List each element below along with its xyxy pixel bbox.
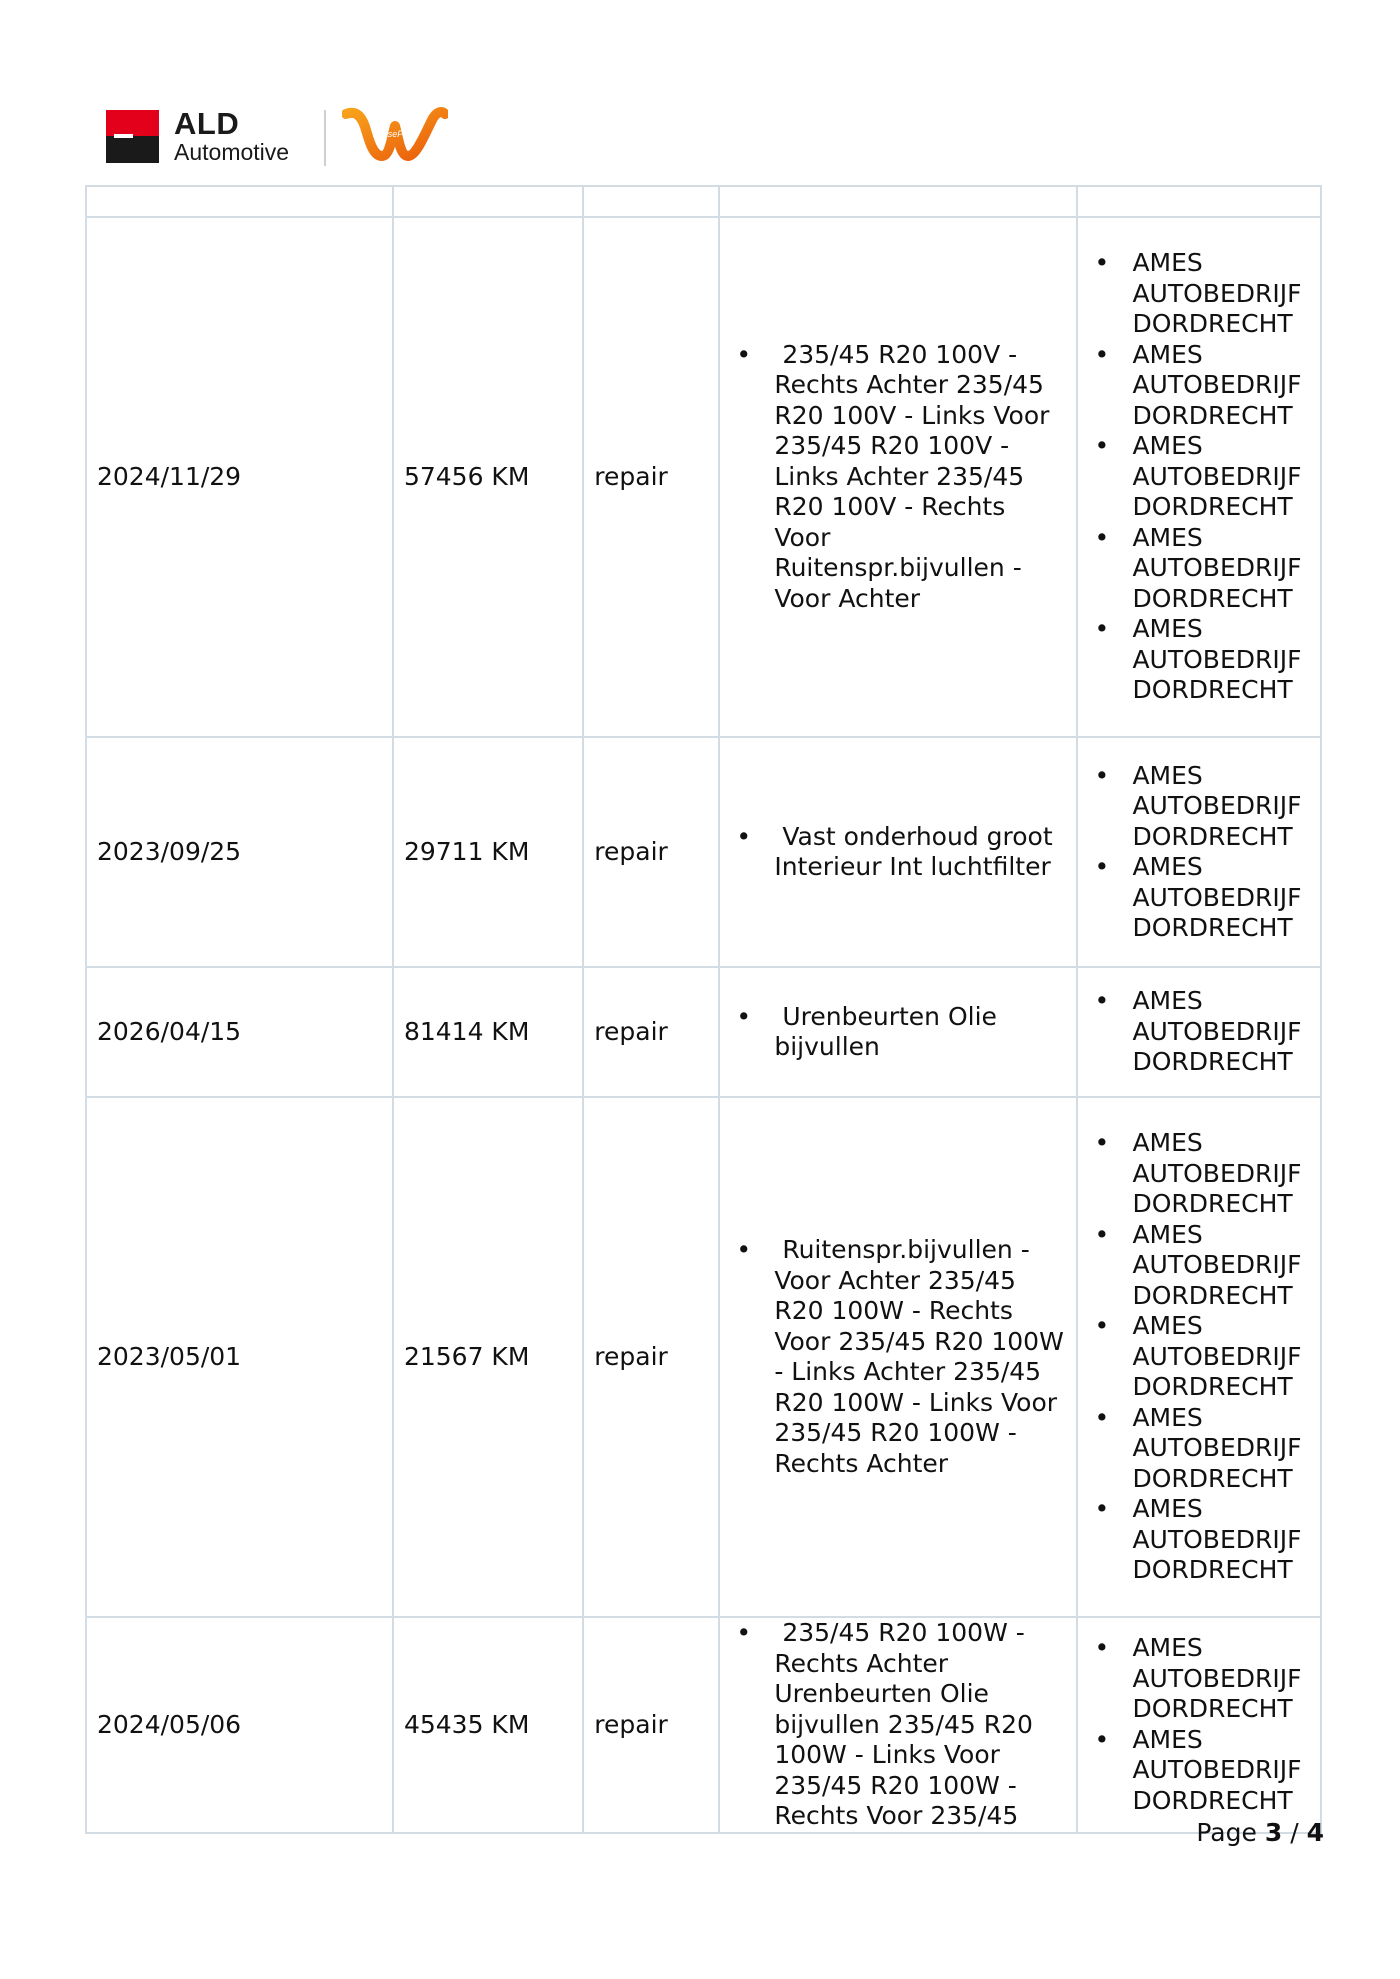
maintenance-table: [85, 185, 1322, 1834]
logo-divider: [324, 110, 326, 166]
garage-cell: [1077, 737, 1321, 967]
table-header-row: [86, 186, 1321, 217]
column-header: [719, 186, 1077, 217]
garage-cell: [1077, 217, 1321, 737]
ald-logo-wordmark: [174, 108, 289, 164]
ald-logo-line1: ALD: [174, 106, 240, 141]
mileage-cell: 45435 KM: [393, 1617, 583, 1833]
table-row: [86, 1617, 1321, 1833]
garage-item: • AMES AUTOBEDRIJF DORDRECHT: [1088, 986, 1310, 1078]
garage-item: • AMES AUTOBEDRIJF DORDRECHT: [1088, 248, 1310, 340]
type-cell: repair: [583, 217, 719, 737]
description-item: • 235/45 R20 100V - Rechts Achter 235/45 R20 100V - Links Voor 235/45 R20 100V - Links Achter 235/45 R20 100V - Rechts Voor Ruitenspr.bijvullen - Voor Achter: [730, 340, 1066, 615]
description-cell: [719, 967, 1077, 1097]
garage-item: • AMES AUTOBEDRIJF DORDRECHT: [1088, 1311, 1310, 1403]
garage-item: • AMES AUTOBEDRIJF DORDRECHT: [1088, 761, 1310, 853]
description-cell: [719, 217, 1077, 737]
date-cell: 2024/11/29: [86, 217, 393, 737]
column-header: [393, 186, 583, 217]
description-cell: [719, 737, 1077, 967]
table-row: [86, 737, 1321, 967]
type-cell: repair: [583, 967, 719, 1097]
garage-item: • AMES AUTOBEDRIJF DORDRECHT: [1088, 1128, 1310, 1220]
leaseplan-logo-icon: [342, 106, 448, 170]
column-header: [583, 186, 719, 217]
garage-cell: [1077, 1617, 1321, 1833]
table-row: [86, 1097, 1321, 1617]
date-cell: 2023/09/25: [86, 737, 393, 967]
garage-item: • AMES AUTOBEDRIJF DORDRECHT: [1088, 1633, 1310, 1725]
garage-item: • AMES AUTOBEDRIJF DORDRECHT: [1088, 340, 1310, 432]
page-separator: /: [1290, 1818, 1299, 1847]
header-logos: [106, 108, 466, 168]
garage-item: • AMES AUTOBEDRIJF DORDRECHT: [1088, 1494, 1310, 1586]
date-cell: 2026/04/15: [86, 967, 393, 1097]
garage-cell: [1077, 967, 1321, 1097]
garage-item: • AMES AUTOBEDRIJF DORDRECHT: [1088, 431, 1310, 523]
description-cell: [719, 1097, 1077, 1617]
current-page: 3: [1264, 1818, 1283, 1847]
mileage-cell: 57456 KM: [393, 217, 583, 737]
garage-cell: [1077, 1097, 1321, 1617]
page-number: [1196, 1818, 1324, 1847]
description-item: • Urenbeurten Olie bijvullen: [730, 1002, 1066, 1063]
column-header: [86, 186, 393, 217]
description-cell: [719, 1617, 1077, 1833]
garage-item: • AMES AUTOBEDRIJF DORDRECHT: [1088, 614, 1310, 706]
mileage-cell: 81414 KM: [393, 967, 583, 1097]
table-row: [86, 967, 1321, 1097]
garage-item: • AMES AUTOBEDRIJF DORDRECHT: [1088, 1220, 1310, 1312]
ald-logo-line2: Automotive: [174, 139, 290, 165]
description-item: • Ruitenspr.bijvullen - Voor Achter 235/45 R20 100W - Rechts Voor 235/45 R20 100W - Links Achter 235/45 R20 100W - Links Voor 235/45 R20 100W - Rechts Achter: [730, 1235, 1066, 1479]
column-header: [1077, 186, 1321, 217]
garage-item: • AMES AUTOBEDRIJF DORDRECHT: [1088, 852, 1310, 944]
type-cell: repair: [583, 737, 719, 967]
total-pages: 4: [1306, 1818, 1324, 1847]
description-item: • 235/45 R20 100W - Rechts Achter Urenbeurten Olie bijvullen 235/45 R20 100W - Links Voor 235/45 R20 100W - Rechts Voor 235/45: [730, 1618, 1066, 1832]
garage-item: • AMES AUTOBEDRIJF DORDRECHT: [1088, 1725, 1310, 1817]
mileage-cell: 29711 KM: [393, 737, 583, 967]
page-label: Page: [1196, 1818, 1257, 1847]
date-cell: 2023/05/01: [86, 1097, 393, 1617]
type-cell: repair: [583, 1617, 719, 1833]
date-cell: 2024/05/06: [86, 1617, 393, 1833]
garage-item: • AMES AUTOBEDRIJF DORDRECHT: [1088, 1403, 1310, 1495]
garage-item: • AMES AUTOBEDRIJF DORDRECHT: [1088, 523, 1310, 615]
description-item: • Vast onderhoud groot Interieur Int luchtfilter: [730, 822, 1066, 883]
table-row: [86, 217, 1321, 737]
ald-logo-icon: [106, 110, 159, 163]
type-cell: repair: [583, 1097, 719, 1617]
mileage-cell: 21567 KM: [393, 1097, 583, 1617]
leaseplan-logo-text: LeasePlan: [372, 129, 416, 139]
